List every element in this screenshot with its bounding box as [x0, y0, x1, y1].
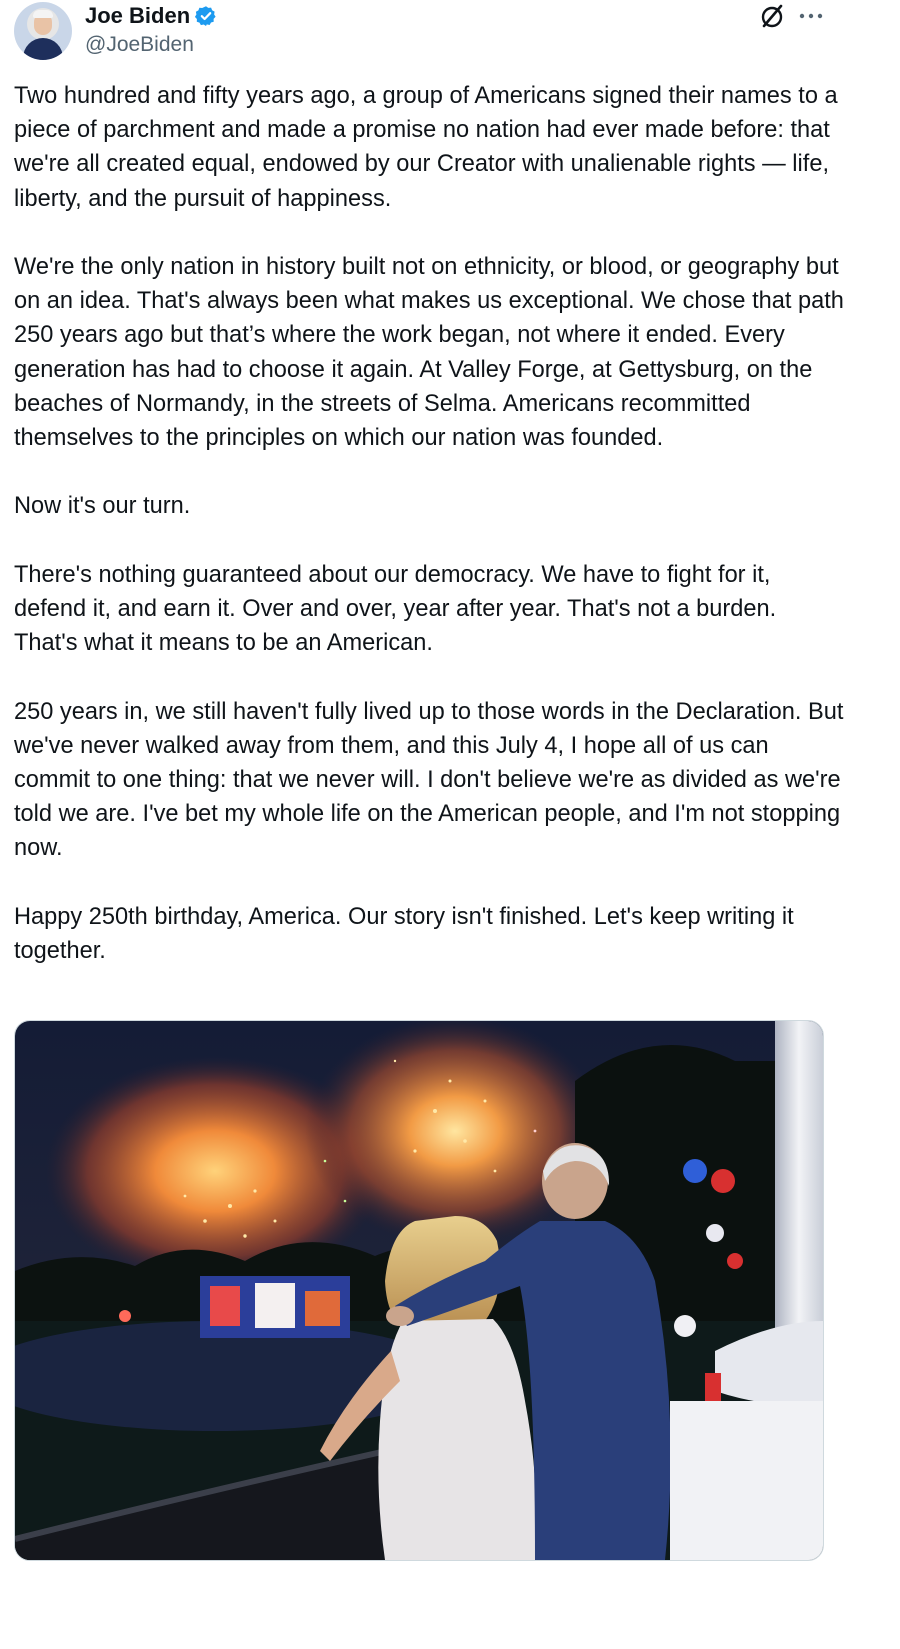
avatar-hair: [33, 10, 53, 18]
tweet-paragraph: Two hundred and fifty years ago, a group of Americans signed their names to a piece of parchment and made a promise no nation had ever made before: that we're all created equal, endowed by our Creator with unalienable rights — life, liberty, and the pursuit of happiness.: [14, 83, 838, 212]
avatar[interactable]: [14, 2, 72, 60]
author-display-name[interactable]: Joe Biden: [85, 3, 191, 28]
author-handle[interactable]: @JoeBiden: [85, 33, 194, 56]
grok-icon[interactable]: [759, 3, 785, 29]
avatar-suit: [23, 38, 63, 60]
tweet-header: [14, 0, 886, 62]
more-options-icon[interactable]: [796, 3, 826, 27]
tweet-paragraph: There's nothing guaranteed about our democracy. We have to fight for it, defend it, and earn it. Over and over, year after year. That's not a burden. That's what it means to be an American.: [14, 561, 777, 657]
tweet-paragraph: 250 years in, we still haven't fully lived up to those words in the Declaration. But we've never walked away from them, and this July 4, I hope all of us can commit to one thing: that we never will. I don't believe we're as divided as we're told we are. I've bet my whole life on the American people, and I'm not stopping now.: [14, 698, 844, 862]
tweet-photo[interactable]: [14, 1020, 824, 1561]
verified-badge-icon: [195, 5, 217, 27]
author-name-row: [85, 3, 217, 29]
tweet-paragraph: Now it's our turn.: [14, 493, 191, 520]
tweet-text: [14, 79, 844, 1002]
tweet-paragraph: Happy 250th birthday, America. Our story isn't finished. Let's keep writing it together.: [14, 903, 794, 964]
fireworks-photo-illustration: [15, 1021, 823, 1560]
tweet-paragraph: We're the only nation in history built not on ethnicity, or blood, or geography but on an idea. That's always been what makes us exceptional. We chose that path 250 years ago but that’s where the work began, not where it ended. Every generation has had to choose it again. At Valley Forge, at Gettysburg, on the beaches of Normandy, in the streets of Selma. Americans recommitted themselves to the principles on which our nation was founded.: [14, 254, 844, 452]
